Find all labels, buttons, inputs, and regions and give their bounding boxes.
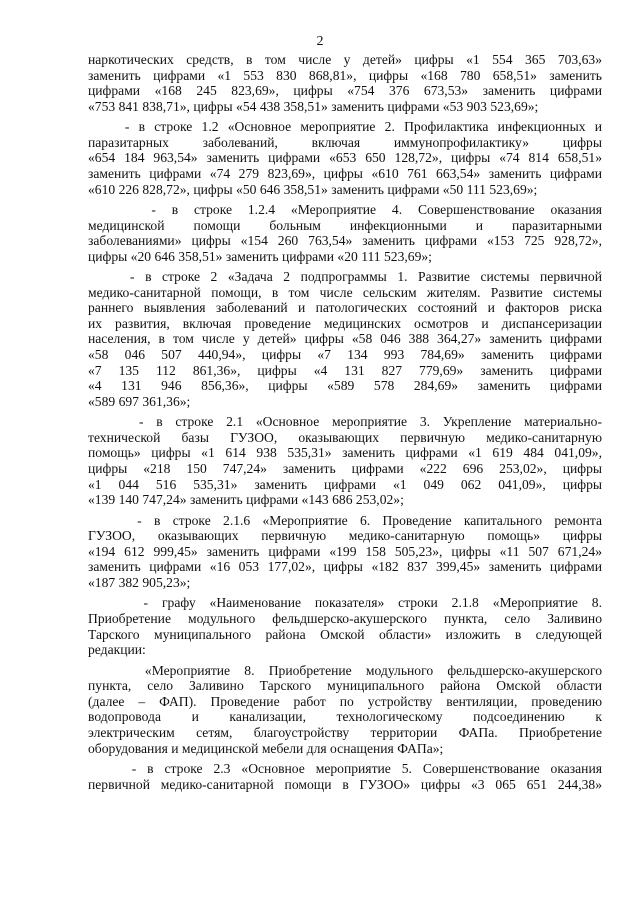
text-line: медицинской помощи больным инфекционными и паразитарными: [88, 217, 602, 233]
text-line: заменить цифрами «16 053 177,02», цифры «182 837 399,45» заменить цифрами: [88, 559, 602, 575]
text-line: - в строке 2.3 «Основное мероприятие 5. Совершенствование оказания: [88, 760, 602, 776]
text-line: «Мероприятие 8. Приобретение модульного фельдшерско-акушерского: [88, 662, 602, 678]
text-line: «1 044 516 535,31» заменить цифрами «1 049 062 041,09», цифры: [88, 476, 602, 492]
text-line: «194 612 999,45» заменить цифрами «199 158 505,23», цифры «11 507 671,24»: [88, 543, 602, 559]
text-line: заболеваниями» цифры «154 260 763,54» заменить цифрами «153 725 928,72»,: [88, 233, 602, 249]
text-line: пункта, село Заливино Тарского муниципального района Омской области: [88, 678, 602, 694]
text-line: первичной медико-санитарной помощи в ГУЗОО» цифры «3 065 651 244,38»: [88, 776, 602, 792]
text-line: медико-санитарной помощи, в том числе сельским жителям. Развитие системы: [88, 284, 602, 300]
text-line: паразитарных заболеваний, включая иммунопрофилактику» цифры: [88, 134, 602, 150]
paragraph: [88, 663, 602, 757]
text-line: Приобретение модульного фельдшерско-акушерского пункта, село Заливино: [88, 610, 602, 626]
text-line: ГУЗОО, оказывающих первичную медико-санитарную помощь» цифры: [88, 528, 602, 544]
text-line: наркотических средств, в том числе у детей» цифры «1 554 365 703,63»: [88, 52, 602, 67]
text-line: цифры «20 646 358,51» заменить цифрами «20 111 523,69»;: [88, 248, 432, 264]
text-line: - в строке 2.1.6 «Мероприятие 6. Проведение капитального ремонта: [88, 512, 602, 528]
text-line: «7 135 112 861,36», цифры «4 131 827 779,69» заменить цифрами: [88, 362, 602, 378]
paragraph: [88, 52, 602, 114]
text-line: «589 697 361,36»;: [88, 393, 191, 409]
text-line: цифрами «168 245 823,69», цифры «754 376 673,53» заменить цифрами: [88, 83, 602, 99]
text-line: цифры «218 150 747,24» заменить цифрами «222 696 253,02», цифры: [88, 461, 602, 477]
text-line: - в строке 1.2.4 «Мероприятие 4. Совершенствование оказания: [88, 201, 602, 217]
text-line: - в строке 2 «Задача 2 подпрограммы 1. Развитие системы первичной: [88, 269, 602, 285]
page-number: 2: [316, 34, 324, 49]
paragraph: [88, 595, 602, 657]
text-line: редакции:: [88, 642, 146, 658]
paragraph: [88, 513, 602, 591]
text-line: заменить цифрами «1 553 830 868,81», цифры «168 780 658,51» заменить: [88, 67, 602, 83]
text-line: электрическим сетям, благоустройству территории ФАПа. Приобретение: [88, 724, 602, 740]
text-line: «58 046 507 440,94», цифры «7 134 993 784,69» заменить цифрами: [88, 347, 602, 363]
paragraph: [88, 202, 602, 264]
text-line: - в строке 1.2 «Основное мероприятие 2. Профилактика инфекционных и: [88, 119, 602, 135]
text-line: помощь» цифры «1 614 938 535,31» заменить цифрами «1 619 484 041,09»,: [88, 445, 602, 461]
text-line: водопровода и канализации, технологическому подсоединению к: [88, 709, 602, 725]
document-body: [88, 52, 602, 792]
text-line: «187 382 905,23»;: [88, 574, 191, 590]
text-line: оборудования и медицинской мебели для оснащения ФАПа»;: [88, 740, 444, 756]
text-line: заменить цифрами «74 279 823,69», цифры «610 761 663,54» заменить цифрами: [88, 165, 602, 181]
text-line: «753 841 838,71», цифры «54 438 358,51» заменить цифрами «53 903 523,69»;: [88, 98, 539, 114]
text-line: «610 226 828,72», цифры «50 646 358,51» заменить цифрами «50 111 523,69»;: [88, 181, 538, 197]
text-line: - графу «Наименование показателя» строки 2.1.8 «Мероприятие 8.: [88, 595, 602, 611]
text-line: раннего выявления заболеваний и патологических состояний и факторов риска: [88, 300, 602, 316]
paragraph: [88, 414, 602, 508]
paragraph: [88, 269, 602, 409]
paragraph: [88, 119, 602, 197]
text-line: технической базы ГУЗОО, оказывающих первичную медико-санитарную: [88, 429, 602, 445]
text-line: «139 140 747,24» заменить цифрами «143 686 253,02»;: [88, 492, 404, 508]
text-line: Тарского муниципального района Омской области» изложить в следующей: [88, 626, 602, 642]
text-line: - в строке 2.1 «Основное мероприятие 3. Укрепление материально-: [88, 414, 602, 430]
text-line: «4 131 946 856,36», цифры «589 578 284,69» заменить цифрами: [88, 378, 602, 394]
text-line: их развития, включая проведение медицинских осмотров и диспансеризации: [88, 315, 602, 331]
text-line: (далее – ФАП). Проведение работ по устройству вентиляции, проведению: [88, 693, 602, 709]
paragraph: [88, 761, 602, 792]
text-line: населения, в том числе у детей» цифры «58 046 388 364,27» заменить цифрами: [88, 331, 602, 347]
text-line: «654 184 963,54» заменить цифрами «653 650 128,72», цифры «74 814 658,51»: [88, 150, 602, 166]
